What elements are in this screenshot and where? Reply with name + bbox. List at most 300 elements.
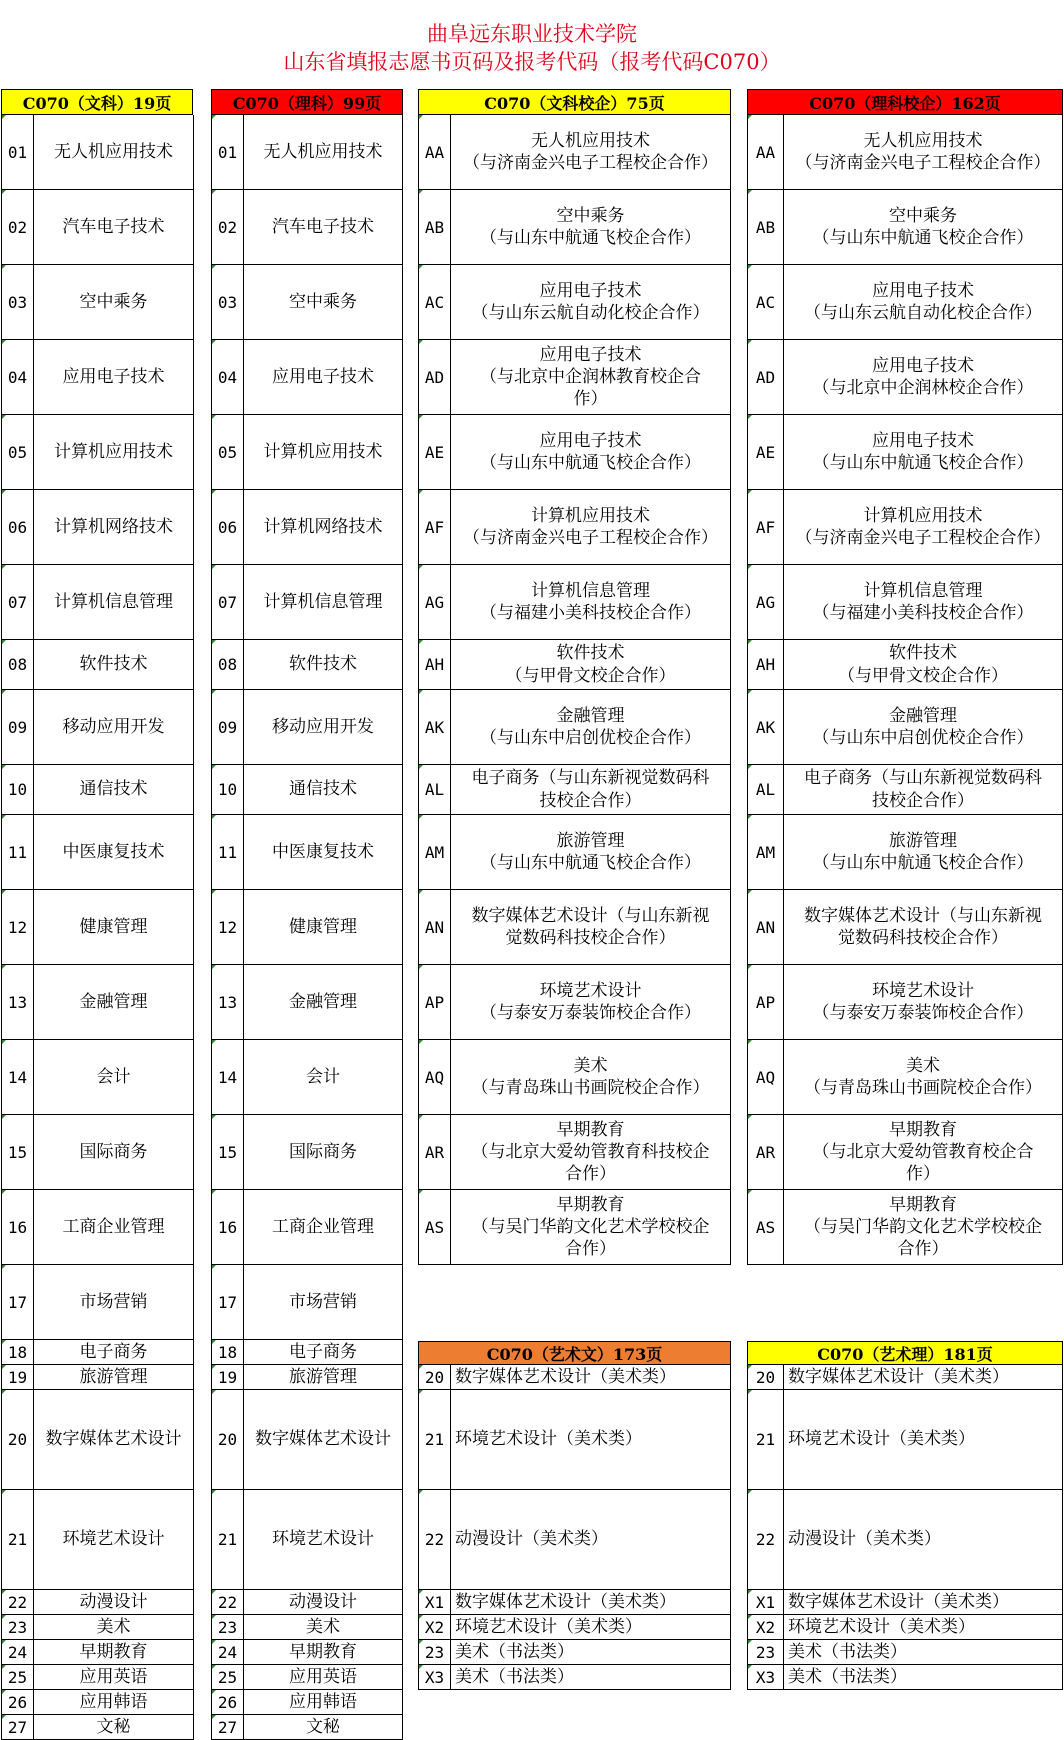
cell-marker-icon [748, 190, 752, 194]
yishu-li-code: 21 [747, 1390, 784, 1490]
wenke-row [1, 1390, 194, 1490]
like-code: 14 [211, 1040, 244, 1115]
like-xiaoqi-name: 美术 （与青岛珠山书画院校企合作） [784, 1040, 1063, 1115]
like-xiaoqi-row [747, 1190, 1063, 1265]
wenke-row [1, 1640, 194, 1665]
cell-marker-icon [419, 965, 423, 969]
cell-marker-icon [212, 115, 216, 119]
like-xiaoqi-name: 应用电子技术 （与山东云航自动化校企合作） [784, 265, 1063, 340]
wenke-xiaoqi-name: 金融管理 （与山东中启创优校企合作） [451, 690, 731, 765]
like-code: 26 [211, 1690, 244, 1715]
like-xiaoqi-row [747, 890, 1063, 965]
yishu-wen-name: 动漫设计（美术类） [451, 1490, 731, 1590]
yishu-li-row [747, 1640, 1063, 1665]
wenke-name: 应用英语 [34, 1665, 194, 1690]
cell-marker-icon [748, 965, 752, 969]
wenke-xiaoqi-code: AC [418, 265, 451, 340]
like-xiaoqi-code: AG [747, 565, 784, 640]
like-row [211, 965, 403, 1040]
like-xiaoqi-name: 数字媒体艺术设计（与山东新视 觉数码科技校企合作） [784, 890, 1063, 965]
like-xiaoqi-row [747, 490, 1063, 565]
cell-marker-icon [419, 890, 423, 894]
like-xiaoqi-row [747, 765, 1063, 815]
wenke-xiaoqi-row [418, 190, 731, 265]
like-row [211, 1265, 403, 1340]
yishu-li-name: 美术（书法类） [784, 1665, 1063, 1690]
like-name: 移动应用开发 [244, 690, 403, 765]
cell-marker-icon [2, 640, 6, 644]
yishu-li-name: 数字媒体艺术设计（美术类） [784, 1590, 1063, 1615]
like-name: 计算机信息管理 [244, 565, 403, 640]
cell-marker-icon [419, 815, 423, 819]
like-row [211, 1615, 403, 1640]
like-code: 27 [211, 1715, 244, 1740]
like-row [211, 1390, 403, 1490]
wenke-name: 汽车电子技术 [34, 190, 194, 265]
cell-marker-icon [419, 265, 423, 269]
cell-marker-icon [748, 1590, 752, 1594]
like-name: 通信技术 [244, 765, 403, 815]
cell-marker-icon [212, 890, 216, 894]
wenke-xiaoqi-row [418, 1115, 731, 1190]
wenke-row [1, 265, 194, 340]
yishu-wen-code: 23 [418, 1640, 451, 1665]
like-row [211, 1490, 403, 1590]
cell-marker-icon [419, 690, 423, 694]
like-row [211, 1040, 403, 1115]
like-name: 美术 [244, 1615, 403, 1640]
like-name: 汽车电子技术 [244, 190, 403, 265]
like-row [211, 1190, 403, 1265]
wenke-name: 计算机网络技术 [34, 490, 194, 565]
wenke-row [1, 565, 194, 640]
header-wenke: C070（文科）19页 [1, 89, 193, 115]
like-row [211, 190, 403, 265]
wenke-name: 市场营销 [34, 1265, 194, 1340]
like-xiaoqi-code: AA [747, 115, 784, 190]
like-xiaoqi-name: 环境艺术设计 （与泰安万泰装饰校企合作） [784, 965, 1063, 1040]
cell-marker-icon [212, 490, 216, 494]
wenke-row [1, 1665, 194, 1690]
like-xiaoqi-row [747, 815, 1063, 890]
yishu-wen-code: 20 [418, 1365, 451, 1390]
wenke-code: 07 [1, 565, 34, 640]
like-xiaoqi-code: AE [747, 415, 784, 490]
yishu-wen-code: X2 [418, 1615, 451, 1640]
like-xiaoqi-code: AL [747, 765, 784, 815]
cell-marker-icon [2, 1590, 6, 1594]
cell-marker-icon [2, 890, 6, 894]
school-title: 曲阜远东职业技术学院 [427, 22, 637, 46]
wenke-code: 22 [1, 1590, 34, 1615]
like-xiaoqi-row [747, 965, 1063, 1040]
cell-marker-icon [419, 765, 423, 769]
cell-marker-icon [212, 1715, 216, 1719]
yishu-wen-code: X3 [418, 1665, 451, 1690]
header-like: C070（理科）99页 [211, 89, 403, 115]
wenke-xiaoqi-row [418, 565, 731, 640]
like-row [211, 565, 403, 640]
cell-marker-icon [748, 1490, 752, 1494]
yishu-wen-code: X1 [418, 1590, 451, 1615]
yishu-wen-row [418, 1390, 731, 1490]
like-xiaoqi-code: AF [747, 490, 784, 565]
yishu-li-name: 数字媒体艺术设计（美术类） [784, 1365, 1063, 1390]
wenke-row [1, 415, 194, 490]
like-name: 动漫设计 [244, 1590, 403, 1615]
like-xiaoqi-row [747, 565, 1063, 640]
like-xiaoqi-name: 应用电子技术 （与北京中企润林校企合作） [784, 340, 1063, 415]
like-xiaoqi-name: 无人机应用技术 （与济南金兴电子工程校企合作） [784, 115, 1063, 190]
cell-marker-icon [419, 415, 423, 419]
cell-marker-icon [212, 190, 216, 194]
like-name: 国际商务 [244, 1115, 403, 1190]
wenke-xiaoqi-name: 应用电子技术 （与北京中企润林教育校企合 作） [451, 340, 731, 415]
cell-marker-icon [748, 1615, 752, 1619]
wenke-name: 计算机信息管理 [34, 565, 194, 640]
wenke-code: 05 [1, 415, 34, 490]
like-xiaoqi-row [747, 340, 1063, 415]
wenke-xiaoqi-row [418, 640, 731, 690]
wenke-name: 环境艺术设计 [34, 1490, 194, 1590]
like-name: 无人机应用技术 [244, 115, 403, 190]
yishu-li-code: 22 [747, 1490, 784, 1590]
cell-marker-icon [419, 1190, 423, 1194]
wenke-row [1, 1490, 194, 1590]
cell-marker-icon [212, 1340, 216, 1344]
like-code: 01 [211, 115, 244, 190]
wenke-name: 美术 [34, 1615, 194, 1640]
wenke-name: 无人机应用技术 [34, 115, 194, 190]
cell-marker-icon [419, 1640, 423, 1644]
wenke-code: 13 [1, 965, 34, 1040]
like-code: 08 [211, 640, 244, 690]
yishu-wen-row [418, 1365, 731, 1390]
like-code: 24 [211, 1640, 244, 1665]
cell-marker-icon [2, 1715, 6, 1719]
wenke-xiaoqi-row [418, 690, 731, 765]
like-xiaoqi-code: AH [747, 640, 784, 690]
yishu-li-row [747, 1665, 1063, 1690]
like-row [211, 690, 403, 765]
header-yishu-li: C070（艺术理）181页 [747, 1341, 1063, 1365]
like-name: 文秘 [244, 1715, 403, 1740]
cell-marker-icon [419, 565, 423, 569]
yishu-wen-row [418, 1590, 731, 1615]
cell-marker-icon [419, 1115, 423, 1119]
wenke-xiaoqi-code: AP [418, 965, 451, 1040]
like-row [211, 815, 403, 890]
cell-marker-icon [748, 1640, 752, 1644]
wenke-xiaoqi-code: AG [418, 565, 451, 640]
wenke-xiaoqi-name: 无人机应用技术 （与济南金兴电子工程校企合作） [451, 115, 731, 190]
wenke-code: 11 [1, 815, 34, 890]
wenke-name: 空中乘务 [34, 265, 194, 340]
like-name: 健康管理 [244, 890, 403, 965]
wenke-xiaoqi-name: 早期教育 （与吴门华韵文化艺术学校校企 合作） [451, 1190, 731, 1265]
cell-marker-icon [212, 1615, 216, 1619]
like-xiaoqi-row [747, 640, 1063, 690]
cell-marker-icon [212, 765, 216, 769]
cell-marker-icon [748, 765, 752, 769]
like-xiaoqi-name: 计算机应用技术 （与济南金兴电子工程校企合作） [784, 490, 1063, 565]
wenke-name: 数字媒体艺术设计 [34, 1390, 194, 1490]
like-code: 19 [211, 1365, 244, 1390]
like-row [211, 1340, 403, 1365]
like-name: 软件技术 [244, 640, 403, 690]
cell-marker-icon [212, 640, 216, 644]
like-xiaoqi-code: AN [747, 890, 784, 965]
cell-marker-icon [212, 690, 216, 694]
wenke-row [1, 1365, 194, 1390]
like-xiaoqi-name: 金融管理 （与山东中启创优校企合作） [784, 690, 1063, 765]
yishu-wen-row [418, 1490, 731, 1590]
wenke-xiaoqi-row [418, 415, 731, 490]
like-row [211, 490, 403, 565]
like-name: 电子商务 [244, 1340, 403, 1365]
like-code: 23 [211, 1615, 244, 1640]
yishu-li-row [747, 1615, 1063, 1640]
like-xiaoqi-name: 空中乘务 （与山东中航通飞校企合作） [784, 190, 1063, 265]
wenke-name: 计算机应用技术 [34, 415, 194, 490]
cell-marker-icon [2, 1665, 6, 1669]
wenke-code: 26 [1, 1690, 34, 1715]
wenke-code: 19 [1, 1365, 34, 1390]
wenke-row [1, 690, 194, 765]
like-code: 16 [211, 1190, 244, 1265]
wenke-code: 08 [1, 640, 34, 690]
wenke-xiaoqi-name: 环境艺术设计 （与泰安万泰装饰校企合作） [451, 965, 731, 1040]
like-name: 计算机应用技术 [244, 415, 403, 490]
like-xiaoqi-code: AD [747, 340, 784, 415]
cell-marker-icon [748, 1190, 752, 1194]
like-name: 计算机网络技术 [244, 490, 403, 565]
wenke-xiaoqi-row [418, 115, 731, 190]
like-code: 09 [211, 690, 244, 765]
like-row [211, 415, 403, 490]
like-row [211, 1640, 403, 1665]
yishu-li-name: 美术（书法类） [784, 1640, 1063, 1665]
wenke-name: 软件技术 [34, 640, 194, 690]
wenke-name: 国际商务 [34, 1115, 194, 1190]
wenke-xiaoqi-row [418, 490, 731, 565]
like-xiaoqi-row [747, 690, 1063, 765]
cell-marker-icon [748, 265, 752, 269]
like-row [211, 1715, 403, 1740]
like-row [211, 1590, 403, 1615]
wenke-xiaoqi-name: 美术 （与青岛珠山书画院校企合作） [451, 1040, 731, 1115]
wenke-xiaoqi-code: AD [418, 340, 451, 415]
wenke-code: 15 [1, 1115, 34, 1190]
yishu-li-row [747, 1590, 1063, 1615]
yishu-li-row [747, 1390, 1063, 1490]
wenke-name: 工商企业管理 [34, 1190, 194, 1265]
wenke-row [1, 1715, 194, 1740]
sheet-subtitle: 山东省填报志愿书页码及报考代码（报考代码C070） [283, 50, 781, 74]
cell-marker-icon [419, 640, 423, 644]
like-xiaoqi-code: AK [747, 690, 784, 765]
yishu-li-row [747, 1490, 1063, 1590]
yishu-wen-name: 美术（书法类） [451, 1665, 731, 1690]
yishu-li-code: 23 [747, 1640, 784, 1665]
cell-marker-icon [2, 190, 6, 194]
cell-marker-icon [748, 565, 752, 569]
wenke-code: 23 [1, 1615, 34, 1640]
wenke-xiaoqi-row [418, 890, 731, 965]
like-code: 06 [211, 490, 244, 565]
wenke-code: 27 [1, 1715, 34, 1740]
wenke-xiaoqi-code: AH [418, 640, 451, 690]
wenke-name: 中医康复技术 [34, 815, 194, 890]
cell-marker-icon [419, 1040, 423, 1044]
like-row [211, 1365, 403, 1390]
yishu-wen-name: 美术（书法类） [451, 1640, 731, 1665]
cell-marker-icon [2, 690, 6, 694]
cell-marker-icon [212, 1390, 216, 1394]
cell-marker-icon [2, 1365, 6, 1369]
header-like-xiaoqi: C070（理科校企）162页 [747, 89, 1063, 115]
cell-marker-icon [419, 340, 423, 344]
cell-marker-icon [419, 1390, 423, 1394]
wenke-xiaoqi-row [418, 1040, 731, 1115]
cell-marker-icon [748, 340, 752, 344]
wenke-row [1, 1040, 194, 1115]
cell-marker-icon [2, 115, 6, 119]
like-xiaoqi-name: 应用电子技术 （与山东中航通飞校企合作） [784, 415, 1063, 490]
wenke-xiaoqi-code: AS [418, 1190, 451, 1265]
cell-marker-icon [212, 1115, 216, 1119]
like-xiaoqi-name: 计算机信息管理 （与福建小美科技校企合作） [784, 565, 1063, 640]
like-xiaoqi-code: AP [747, 965, 784, 1040]
like-row [211, 765, 403, 815]
wenke-code: 02 [1, 190, 34, 265]
cell-marker-icon [748, 890, 752, 894]
cell-marker-icon [212, 1590, 216, 1594]
like-name: 应用韩语 [244, 1690, 403, 1715]
like-name: 数字媒体艺术设计 [244, 1390, 403, 1490]
cell-marker-icon [748, 1040, 752, 1044]
yishu-wen-name: 数字媒体艺术设计（美术类） [451, 1590, 731, 1615]
wenke-xiaoqi-name: 计算机应用技术 （与济南金兴电子工程校企合作） [451, 490, 731, 565]
cell-marker-icon [2, 1190, 6, 1194]
like-code: 22 [211, 1590, 244, 1615]
like-name: 金融管理 [244, 965, 403, 1040]
wenke-xiaoqi-row [418, 815, 731, 890]
like-xiaoqi-name: 电子商务（与山东新视觉数码科 技校企合作） [784, 765, 1063, 815]
cell-marker-icon [748, 1365, 752, 1369]
wenke-xiaoqi-name: 空中乘务 （与山东中航通飞校企合作） [451, 190, 731, 265]
wenke-name: 移动应用开发 [34, 690, 194, 765]
like-code: 05 [211, 415, 244, 490]
yishu-wen-code: 21 [418, 1390, 451, 1490]
cell-marker-icon [419, 190, 423, 194]
cell-marker-icon [2, 1615, 6, 1619]
yishu-wen-row [418, 1615, 731, 1640]
like-code: 21 [211, 1490, 244, 1590]
wenke-name: 早期教育 [34, 1640, 194, 1665]
wenke-xiaoqi-name: 计算机信息管理 （与福建小美科技校企合作） [451, 565, 731, 640]
wenke-xiaoqi-row [418, 965, 731, 1040]
cell-marker-icon [419, 1490, 423, 1494]
wenke-name: 会计 [34, 1040, 194, 1115]
yishu-wen-name: 环境艺术设计（美术类） [451, 1390, 731, 1490]
yishu-li-code: X1 [747, 1590, 784, 1615]
yishu-wen-name: 环境艺术设计（美术类） [451, 1615, 731, 1640]
like-code: 10 [211, 765, 244, 815]
cell-marker-icon [212, 1265, 216, 1269]
like-row [211, 1690, 403, 1715]
like-xiaoqi-name: 早期教育 （与北京大爱幼管教育校企合 作） [784, 1115, 1063, 1190]
like-name: 旅游管理 [244, 1365, 403, 1390]
like-code: 11 [211, 815, 244, 890]
cell-marker-icon [212, 1365, 216, 1369]
wenke-name: 金融管理 [34, 965, 194, 1040]
like-code: 02 [211, 190, 244, 265]
cell-marker-icon [212, 1040, 216, 1044]
yishu-li-code: X2 [747, 1615, 784, 1640]
wenke-name: 文秘 [34, 1715, 194, 1740]
wenke-row [1, 1190, 194, 1265]
cell-marker-icon [748, 1390, 752, 1394]
cell-marker-icon [212, 1690, 216, 1694]
wenke-code: 25 [1, 1665, 34, 1690]
like-xiaoqi-code: AM [747, 815, 784, 890]
like-row [211, 890, 403, 965]
wenke-row [1, 1115, 194, 1190]
wenke-xiaoqi-code: AL [418, 765, 451, 815]
header-yishu-wen: C070（艺术文）173页 [418, 1341, 731, 1365]
wenke-xiaoqi-name: 早期教育 （与北京大爱幼管教育科技校企 合作） [451, 1115, 731, 1190]
wenke-row [1, 115, 194, 190]
wenke-code: 20 [1, 1390, 34, 1490]
cell-marker-icon [212, 565, 216, 569]
like-name: 中医康复技术 [244, 815, 403, 890]
yishu-li-code: 20 [747, 1365, 784, 1390]
cell-marker-icon [748, 640, 752, 644]
cell-marker-icon [212, 415, 216, 419]
wenke-xiaoqi-code: AQ [418, 1040, 451, 1115]
cell-marker-icon [212, 1665, 216, 1669]
like-xiaoqi-row [747, 115, 1063, 190]
wenke-code: 18 [1, 1340, 34, 1365]
yishu-li-row [747, 1365, 1063, 1390]
cell-marker-icon [2, 565, 6, 569]
cell-marker-icon [2, 490, 6, 494]
like-xiaoqi-row [747, 1040, 1063, 1115]
wenke-code: 16 [1, 1190, 34, 1265]
cell-marker-icon [212, 1640, 216, 1644]
cell-marker-icon [748, 690, 752, 694]
cell-marker-icon [2, 815, 6, 819]
wenke-code: 03 [1, 265, 34, 340]
like-code: 07 [211, 565, 244, 640]
cell-marker-icon [419, 115, 423, 119]
cell-marker-icon [2, 340, 6, 344]
cell-marker-icon [212, 1190, 216, 1194]
cell-marker-icon [212, 965, 216, 969]
like-code: 17 [211, 1265, 244, 1340]
like-row [211, 1115, 403, 1190]
cell-marker-icon [2, 1490, 6, 1494]
wenke-xiaoqi-code: AF [418, 490, 451, 565]
cell-marker-icon [2, 265, 6, 269]
cell-marker-icon [212, 265, 216, 269]
like-xiaoqi-code: AB [747, 190, 784, 265]
wenke-xiaoqi-name: 数字媒体艺术设计（与山东新视 觉数码科技校企合作） [451, 890, 731, 965]
wenke-code: 04 [1, 340, 34, 415]
like-code: 13 [211, 965, 244, 1040]
like-code: 15 [211, 1115, 244, 1190]
